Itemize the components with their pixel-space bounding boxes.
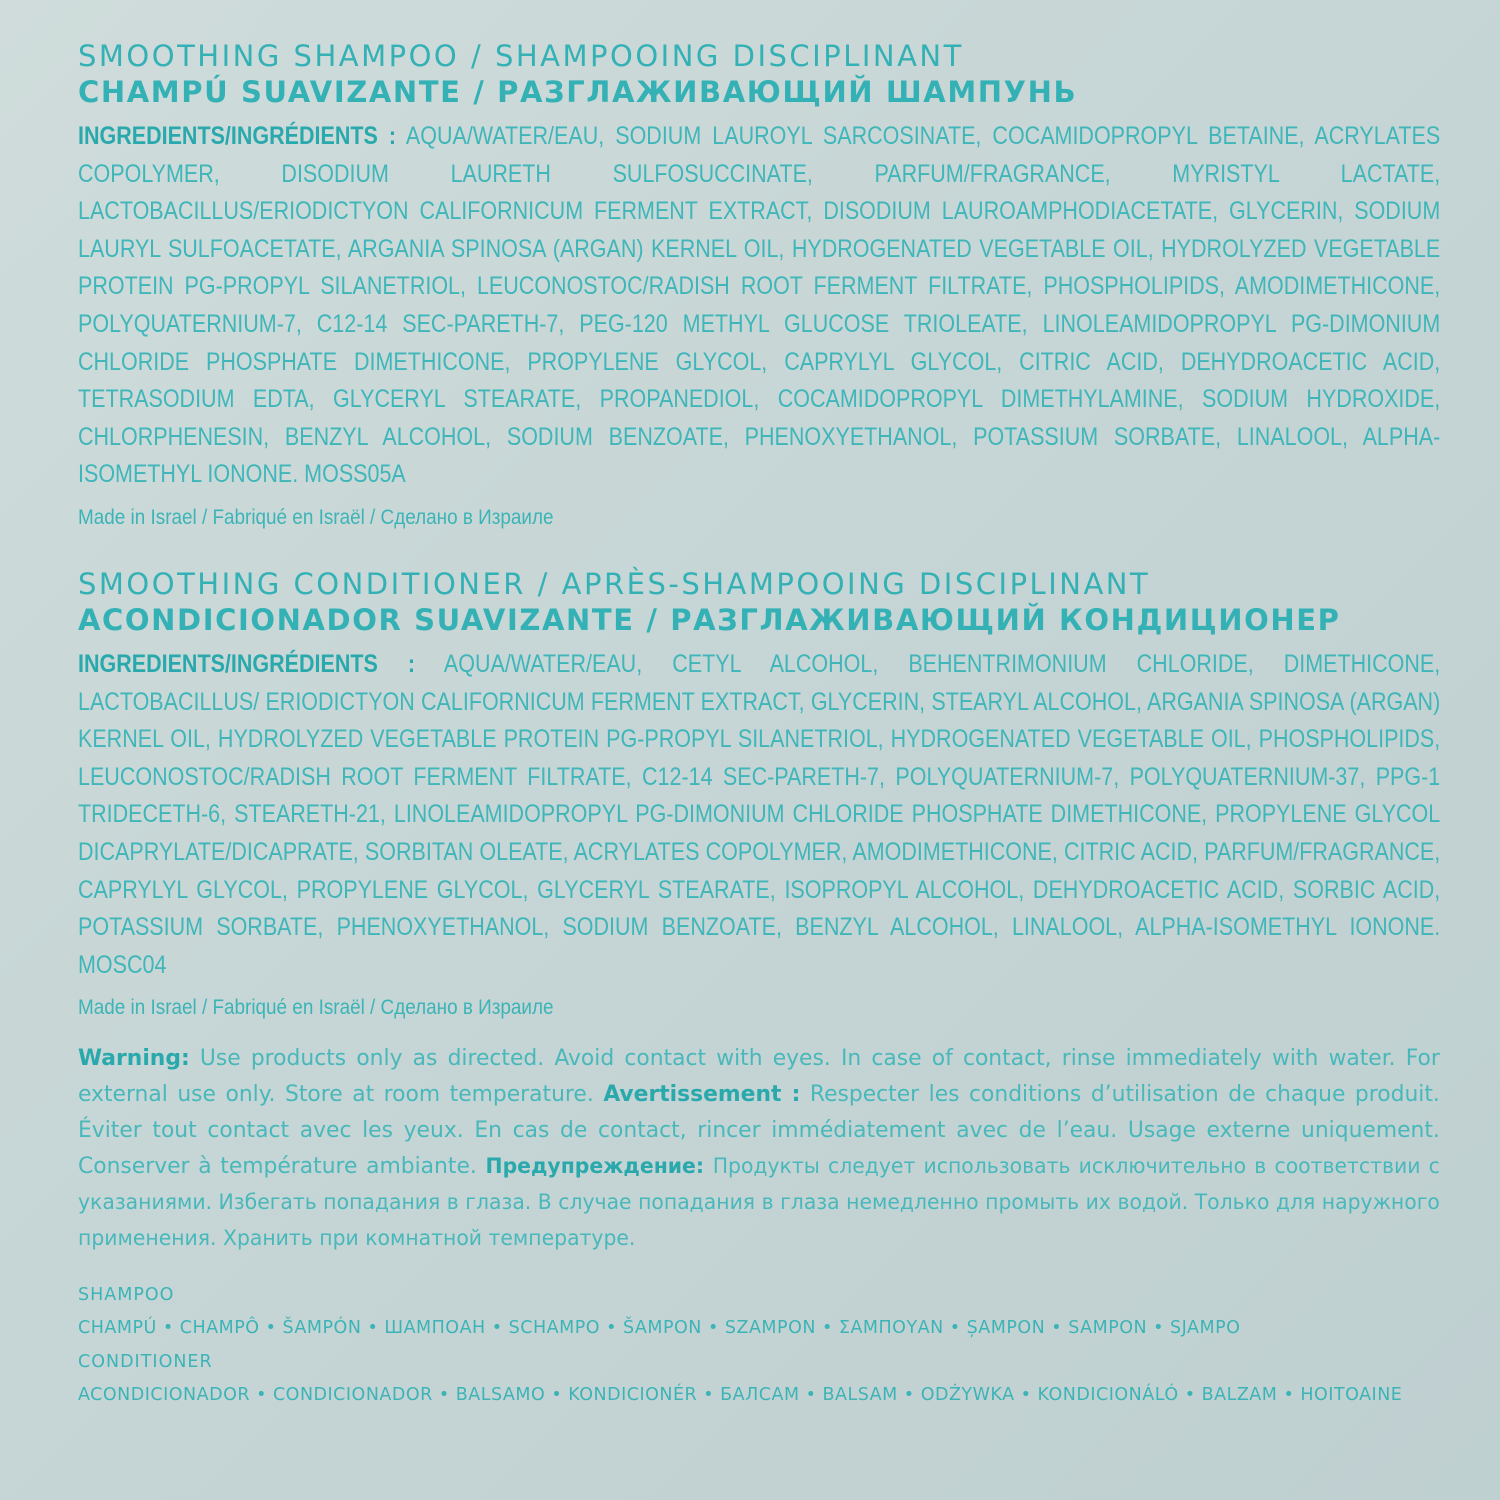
shampoo-ingredients bbox=[78, 118, 1440, 494]
warning-text-ru: Продукты следует использовать исключительно в соответствии с указаниями. Избегать попадания в глаза. В случае попадания в глаза немедленно промыть их водой. Только для наружного применения. Хранить при комнатной температуре. bbox=[78, 1154, 1440, 1251]
conditioner-heading: CONDITIONER bbox=[78, 1352, 213, 1373]
conditioner-made-in: Made in Israel / Fabriqué en Israël / Сделано в Израиле bbox=[78, 996, 554, 1020]
warning-text-fr: Respecter les conditions d’utilisation de chaque produit. Éviter tout contact avec les yeux. En cas de contact, rincer immédiatement avec de l’eau. Usage externe uniquement. Conserver à température ambiante. bbox=[78, 1081, 1440, 1180]
conditioner-subtitle: ACONDICIONADOR SUAVIZANTE / РАЗГЛАЖИВАЮЩИЙ КОНДИЦИОНЕР bbox=[78, 602, 1341, 637]
ingredients-text: AQUA/WATER/EAU, SODIUM LAUROYL SARCOSINATE, COCAMIDOPROPYL BETAINE, ACRYLATES COPOLYMER, DISODIUM LAURETH SULFOSUCCINATE, PARFUM/FRAGRANCE, MYRISTYL LACTATE, LACTOBACILLUS/ERIODICTYON CALIFORNICUM FERMENT EXTRACT, DISODIUM LAUROAMPHODIACETATE, GLYCERIN, SODIUM LAURYL SULFOACETATE, ARGANIA SPINOSA (ARGAN) KERNEL OIL, HYDROGENATED VEGETABLE OIL, HYDROLYZED VEGETABLE PROTEIN PG-PROPYL SILANETRIOL, LEUCONOSTOC/RADISH ROOT FERMENT FILTRATE, PHOSPHOLIPIDS, AMODIMETHICONE, POLYQUATERNIUM-7, C12-14 SEC-PARETH-7, PEG-120 METHYL GLUCOSE TRIOLEATE, LINOLEAMIDOPROPYL PG-DIMONIUM CHLORIDE PHOSPHATE DIMETHICONE, PROPYLENE GLYCOL, CAPRYLYL GLYCOL, CITRIC ACID, DEHYDROACETIC ACID, TETRASODIUM EDTA, GLYCERYL STEARATE, PROPANEDIOL, COCAMIDOPROPYL DIMETHYLAMINE, SODIUM HYDROXIDE, CHLORPHENESIN, BENZYL ALCOHOL, SODIUM BENZOATE, PHENOXYETHANOL, POTASSIUM SORBATE, LINALOOL, ALPHA-ISOMETHYL IONONE. MOSS05A bbox=[78, 122, 1441, 489]
shampoo-title: SMOOTHING SHAMPOO / SHAMPOOING DISCIPLINANT bbox=[78, 39, 964, 73]
shampoo-subtitle: CHAMPÚ SUAVIZANTE / РАЗГЛАЖИВАЮЩИЙ ШАМПУНЬ bbox=[78, 75, 1078, 109]
warning-label-en: Warning: bbox=[78, 1045, 190, 1072]
shampoo-heading: SHAMPOO bbox=[78, 1285, 175, 1306]
warning-text-en: Use products only as directed. Avoid contact with eyes. In case of contact, rinse immediately with water. For external use only. Store at room temperature. bbox=[78, 1045, 1440, 1108]
translations-block bbox=[78, 1278, 1440, 1412]
shampoo-made-in: Made in Israel / Fabriqué en Israël / Сделано в Израиле bbox=[78, 505, 554, 529]
warning-block bbox=[78, 1040, 1440, 1256]
warning-label-fr: Avertissement : bbox=[603, 1081, 801, 1108]
shampoo-section bbox=[78, 38, 1440, 530]
section-divider bbox=[78, 530, 1440, 566]
conditioner-ingredients bbox=[78, 646, 1440, 984]
label-panel bbox=[78, 38, 1440, 1412]
conditioner-title: SMOOTHING CONDITIONER / APRÈS-SHAMPOOING DISCIPLINANT bbox=[78, 566, 1151, 601]
ingredients-text: AQUA/WATER/EAU, CETYL ALCOHOL, BEHENTRIMONIUM CHLORIDE, DIMETHICONE, LACTOBACILLUS/ ERIODICTYON CALIFORNICUM FERMENT EXTRACT, GLYCERIN, STEARYL ALCOHOL, ARGANIA SPINOSA (ARGAN) KERNEL OIL, HYDROLYZED VEGETABLE PROTEIN PG-PROPYL SILANETRIOL, HYDROGENATED VEGETABLE OIL, PHOSPHOLIPIDS, LEUCONOSTOC/RADISH ROOT FERMENT FILTRATE, C12-14 SEC-PARETH-7, POLYQUATERNIUM-7, POLYQUATERNIUM-37, PPG-1 TRIDECETH-6, STEARETH-21, LINOLEAMIDOPROPYL PG-DIMONIUM CHLORIDE PHOSPHATE DIMETHICONE, PROPYLENE GLYCOL DICAPRYLATE/DICAPRATE, SORBITAN OLEATE, ACRYLATES COPOLYMER, AMODIMETHICONE, CITRIC ACID, PARFUM/FRAGRANCE, CAPRYLYL GLYCOL, PROPYLENE GLYCOL, GLYCERYL STEARATE, ISOPROPYL ALCOHOL, DEHYDROACETIC ACID, SORBIC ACID, POTASSIUM SORBATE, PHENOXYETHANOL, SODIUM BENZOATE, BENZYL ALCOHOL, LINALOOL, ALPHA-ISOMETHYL IONONE. MOSC04 bbox=[78, 649, 1441, 979]
shampoo-translations: CHAMPÚ • CHAMPÔ • ŠAMPÓN • ШАМПОАН • SCHAMPO • ŠAMPON • SZAMPON • ΣΑΜΠΟΥΑΝ • ȘAMPON • SAMPON • SJAMPO bbox=[78, 1318, 1241, 1339]
ingredients-label: INGREDIENTS/INGRÉDIENTS : bbox=[78, 122, 397, 150]
warning-label-ru: Предупреждение: bbox=[485, 1154, 705, 1179]
conditioner-translations: ACONDICIONADOR • CONDICIONADOR • BALSAMO • KONDICIONÉR • БАЛСАМ • BALSAM • ODŻYWKA • KONDICIONÁLÓ • BALZAM • HOITOAINE bbox=[78, 1385, 1403, 1406]
ingredients-label: INGREDIENTS/INGRÉDIENTS : bbox=[78, 649, 416, 678]
conditioner-section bbox=[78, 566, 1440, 1020]
